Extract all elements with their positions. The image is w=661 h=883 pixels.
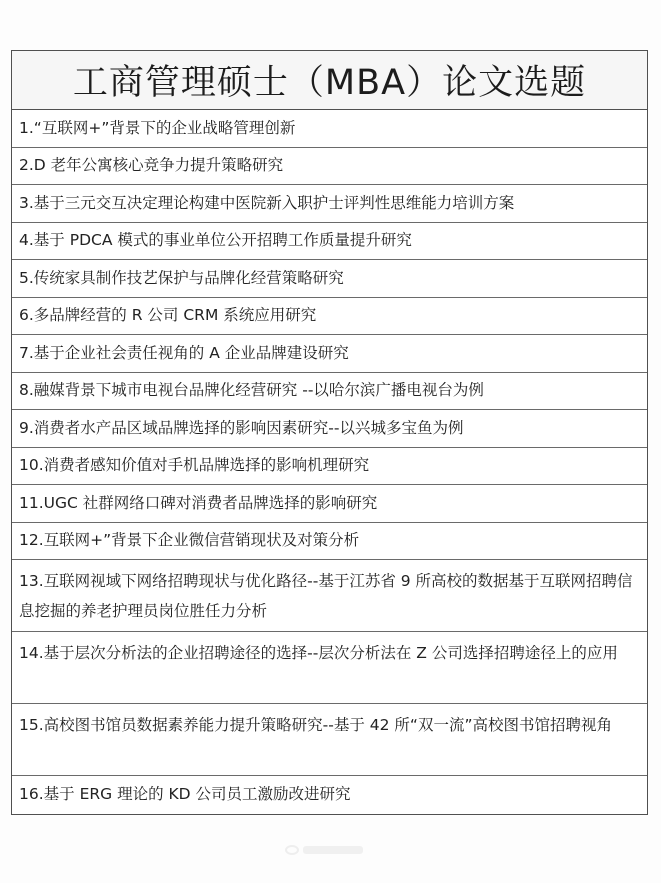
topic-text: 消费者水产品区域品牌选择的影响因素研究--以兴城多宝鱼为例 <box>33 418 464 437</box>
topic-text: 互联网+”背景下企业微信营销现状及对策分析 <box>43 531 360 550</box>
table-row <box>12 335 647 373</box>
topic-number: 8. <box>19 381 34 400</box>
topic-number: 10. <box>19 456 44 475</box>
table-row <box>12 148 647 186</box>
table-row <box>12 776 647 814</box>
topic-text: 基于 ERG 理论的 KD 公司员工激励改进研究 <box>43 785 351 804</box>
topic-text: 互联网视域下网络招聘现状与优化路径--基于江苏省 9 所高校的数据基于互联网招聘信息挖掘的养老护理员岗位胜任力分析 <box>19 572 633 620</box>
table-row <box>12 632 647 704</box>
topic-number: 2. <box>19 156 34 175</box>
table-row <box>12 704 647 776</box>
topic-text: 消费者感知价值对手机品牌选择的影响机理研究 <box>43 456 370 475</box>
table-row <box>12 185 647 223</box>
topic-text: 传统家具制作技艺保护与品牌化经营策略研究 <box>33 268 344 287</box>
table-row <box>12 110 647 148</box>
topic-text: “互联网+”背景下的企业战略管理创新 <box>33 118 296 137</box>
topic-text: 基于层次分析法的企业招聘途径的选择--层次分析法在 Z 公司选择招聘途径上的应用 <box>43 644 618 662</box>
table-row <box>12 523 647 561</box>
watermark-icon <box>285 845 299 855</box>
topic-number: 16. <box>19 785 44 804</box>
table-row <box>12 485 647 523</box>
topic-number: 3. <box>19 193 34 212</box>
topic-text: 多品牌经营的 R 公司 CRM 系统应用研究 <box>33 306 317 325</box>
table-row <box>12 560 647 632</box>
topic-text: 基于 PDCA 模式的事业单位公开招聘工作质量提升研究 <box>33 231 412 250</box>
page-title: 工商管理硕士（MBA）论文选题 <box>72 63 587 103</box>
topic-number: 15. <box>19 716 44 734</box>
topic-number: 12. <box>19 531 44 550</box>
topic-number: 13. <box>19 572 44 590</box>
watermark-logo <box>285 843 375 857</box>
topic-number: 6. <box>19 306 34 325</box>
topic-table <box>11 50 648 815</box>
topic-number: 9. <box>19 418 34 437</box>
title-row <box>12 51 647 110</box>
topic-text: 基于企业社会责任视角的 A 企业品牌建设研究 <box>33 343 349 362</box>
topic-number: 5. <box>19 268 34 287</box>
topic-number: 14. <box>19 644 44 662</box>
watermark-mark <box>303 846 363 854</box>
table-row <box>12 373 647 411</box>
table-row <box>12 298 647 336</box>
table-row <box>12 223 647 261</box>
topic-text: D 老年公寓核心竞争力提升策略研究 <box>33 156 284 175</box>
table-row <box>12 260 647 298</box>
topic-text: 基于三元交互决定理论构建中医院新入职护士评判性思维能力培训方案 <box>33 193 515 212</box>
topic-number: 11. <box>19 493 44 512</box>
topic-number: 7. <box>19 343 34 362</box>
topic-number: 1. <box>19 118 34 137</box>
topic-text: 融媒背景下城市电视台品牌化经营研究 --以哈尔滨广播电视台为例 <box>33 381 484 400</box>
topic-text: UGC 社群网络口碑对消费者品牌选择的影响研究 <box>43 493 378 512</box>
topic-text: 高校图书馆员数据素养能力提升策略研究--基于 42 所“双一流”高校图书馆招聘视角 <box>43 716 612 734</box>
table-row <box>12 410 647 448</box>
table-row <box>12 448 647 486</box>
topic-number: 4. <box>19 231 34 250</box>
